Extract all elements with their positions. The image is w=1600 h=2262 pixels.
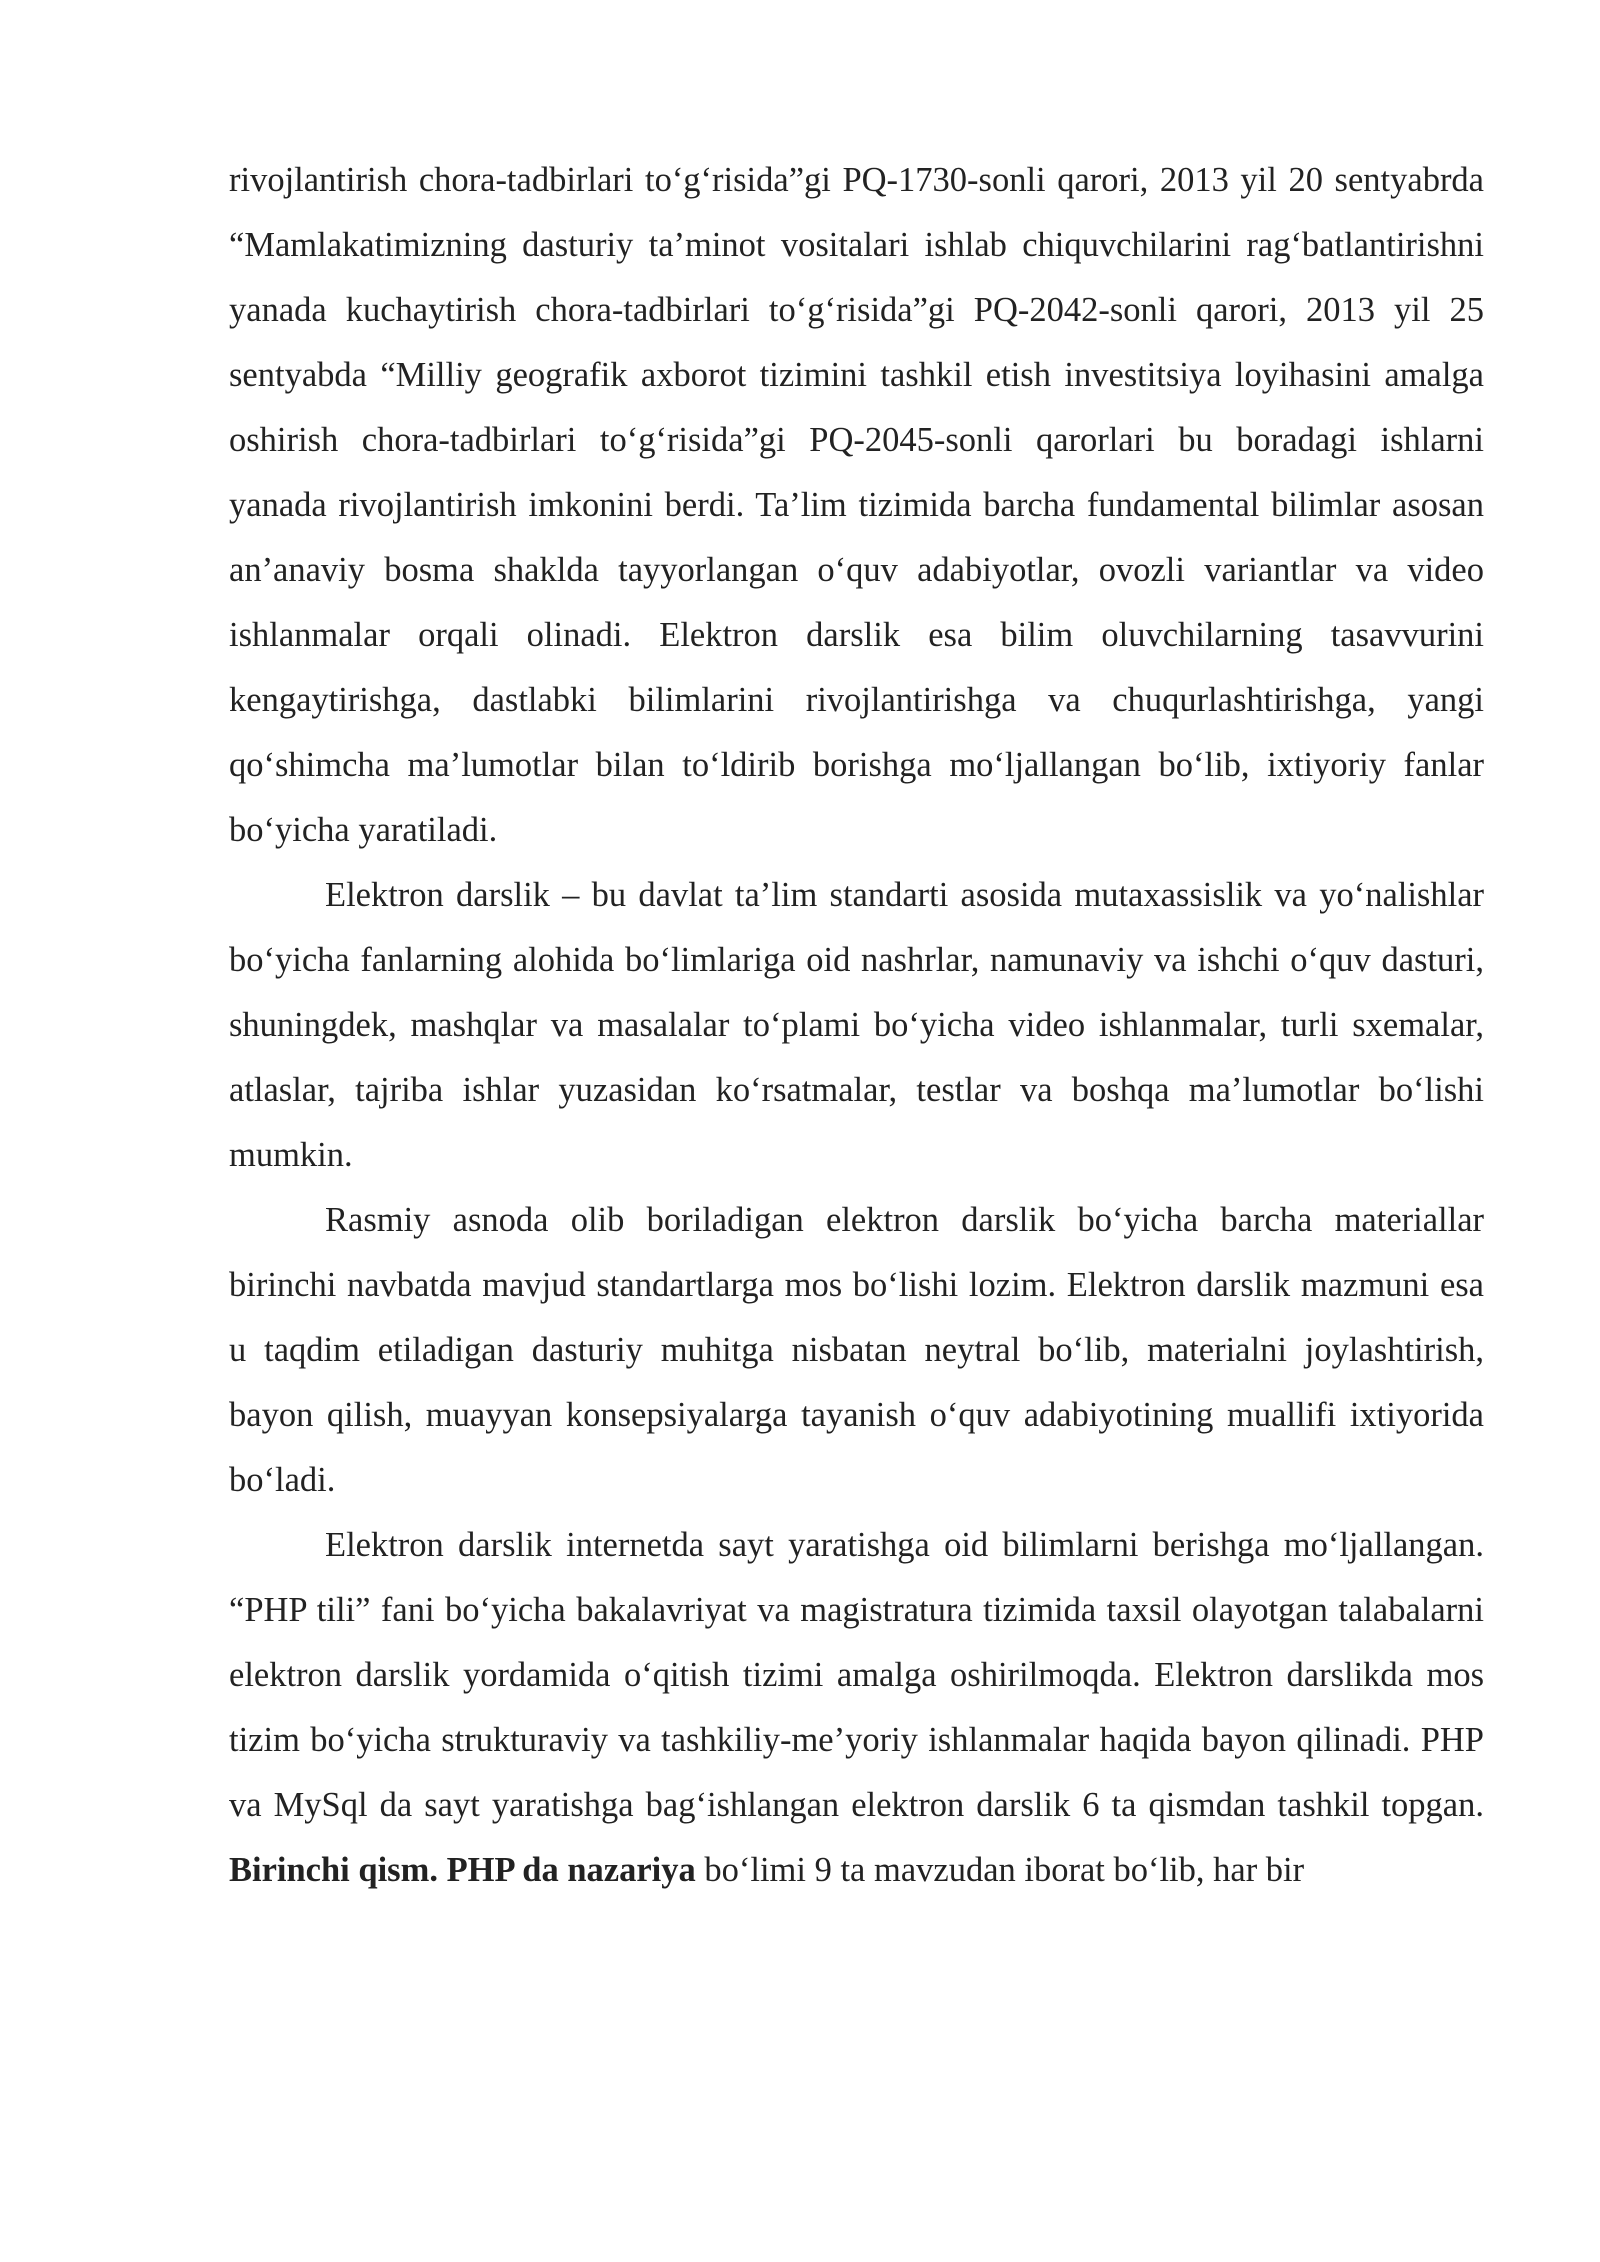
paragraph-4 [229, 1513, 1484, 1903]
section-heading-inline: Birinchi qism. PHP da nazariya [229, 1851, 696, 1889]
paragraph-4-trailing-text: bo‘limi 9 ta mavzudan iborat bo‘lib, har bir [695, 1851, 1305, 1889]
body-text [229, 148, 1484, 1903]
paragraph-3: Rasmiy asnoda olib boriladigan elektron darslik bo‘yicha barcha materiallar birinchi navbatda mavjud standartlarga mos bo‘lishi lozim. Elektron darslik mazmuni esa u taqdim etiladigan dasturiy muhitga nisbatan neytral bo‘lib, materialni joylashtirish, bayon qilish, muayyan konsepsiyalarga tayanish o‘quv adabiyotining muallifi ixtiyorida bo‘ladi. [229, 1201, 1484, 1499]
paragraph-1: rivojlantirish chora-tadbirlari to‘g‘risida”gi PQ-1730-sonli qarori, 2013 yil 20 sentyabrda “Mamlakatimizning dasturiy ta’minot vositalari ishlab chiquvchilarini rag‘batlantirishni yanada kuchaytirish chora-tadbirlari to‘g‘risida”gi PQ-2042-sonli qarori, 2013 yil 25 sentyabda “Milliy geografik axborot tizimini tashkil etish investitsiya loyihasini amalga oshirish chora-tadbirlari to‘g‘risida”gi PQ-2045-sonli qarorlari bu boradagi ishlarni yanada rivojlantirish imkonini berdi. Ta’lim tizimida barcha fundamental bilimlar asosan an’anaviy bosma shaklda tayyorlangan o‘quv adabiyotlar, ovozli variantlar va video ishlanmalar orqali olinadi. Elektron darslik esa bilim oluvchilarning tasavvurini kengaytirishga, dastlabki bilimlarini rivojlantirishga va chuqurlashtirishga, yangi qo‘shimcha ma’lumotlar bilan to‘ldirib borishga mo‘ljallangan bo‘lib, ixtiyoriy fanlar bo‘yicha yaratiladi. [229, 161, 1484, 849]
paragraph-4-text: Elektron darslik internetda sayt yaratishga oid bilimlarni berishga mo‘ljallangan. “PHP tili” fani bo‘yicha bakalavriyat va magistratura tizimida taxsil olayotgan talabalarni elektron darslik yordamida o‘qitish tizimi amalga oshirilmoqda. Elektron darslikda mos tizim bo‘yicha strukturaviy va tashkiliy-me’yoriy ishlanmalar haqida bayon qilinadi. PHP va MySql da sayt yaratishga bag‘ishlangan elektron darslik 6 ta qismdan tashkil topgan. [229, 1526, 1484, 1824]
paragraph-2: Elektron darslik – bu davlat ta’lim standarti asosida mutaxassislik va yo‘nalishlar bo‘yicha fanlarning alohida bo‘limlariga oid nashrlar, namunaviy va ishchi o‘quv dasturi, shuningdek, mashqlar va masalalar to‘plami bo‘yicha video ishlanmalar, turli sxemalar, atlaslar, tajriba ishlar yuzasidan ko‘rsatmalar, testlar va boshqa ma’lumotlar bo‘lishi mumkin. [229, 876, 1484, 1174]
